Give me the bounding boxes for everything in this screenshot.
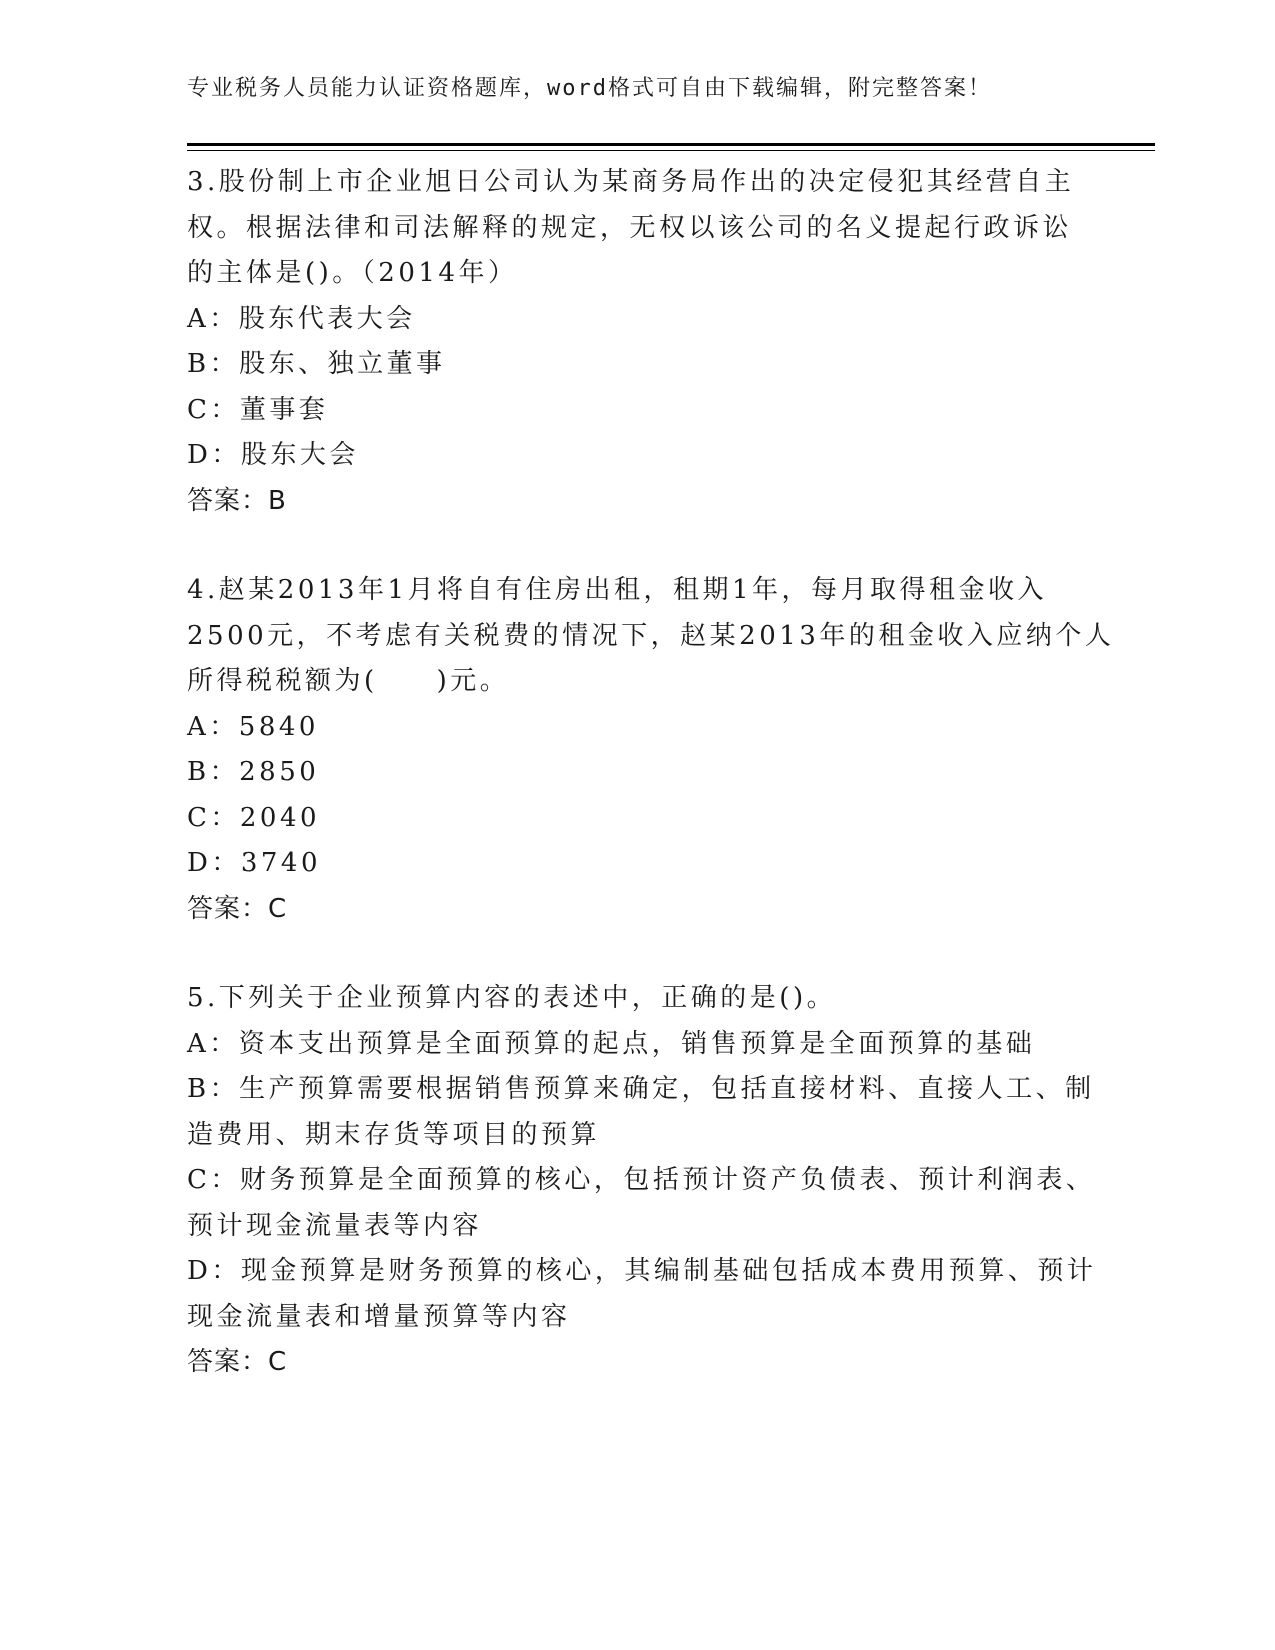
- option-c: C：2040: [187, 802, 321, 833]
- option-c-continued: 预计现金流量表等内容: [187, 1210, 483, 1241]
- question-stem-line: 所得税税额为( )元。: [187, 666, 510, 696]
- page-header: 专业税务人员能力认证资格题库，word格式可自由下载编辑，附完整答案！: [187, 76, 992, 101]
- option-d: D：现金预算是财务预算的核心，其编制基础包括成本费用预算、预计: [187, 1256, 1097, 1286]
- question-4: [187, 568, 1115, 932]
- question-stem-line: 的主体是()。（2014年）: [187, 258, 518, 288]
- option-c: C：财务预算是全面预算的核心，包括预计资产负债表、预计利润表、: [187, 1165, 1096, 1195]
- answer-label: 答案：C: [187, 893, 288, 924]
- header-rule-thick: [187, 143, 1155, 146]
- option-b: B：生产预算需要根据销售预算来确定，包括直接材料、直接人工、制: [187, 1074, 1095, 1104]
- header-rule-thin: [187, 150, 1155, 151]
- option-a: A：5840: [187, 711, 319, 742]
- question-stem-line: 2500元，不考虑有关税费的情况下，赵某2013年的租金收入应纳个人: [187, 620, 1115, 651]
- option-b: B：2850: [187, 757, 320, 787]
- option-a: A：股东代表大会: [187, 303, 416, 334]
- option-c: C：董事套: [187, 394, 329, 425]
- option-a: A：资本支出预算是全面预算的起点，销售预算是全面预算的基础: [187, 1028, 1036, 1059]
- option-b: B：股东、独立董事: [187, 349, 446, 379]
- option-d-continued: 现金流量表和增量预算等内容: [187, 1301, 571, 1332]
- answer-label: 答案：C: [187, 1347, 288, 1377]
- question-stem-line: 3.股份制上市企业旭日公司认为某商务局作出的决定侵犯其经营自主: [187, 167, 1075, 197]
- question-stem-line: 5.下列关于企业预算内容的表述中，正确的是()。: [187, 983, 837, 1013]
- option-b-continued: 造费用、期末存货等项目的预算: [187, 1119, 601, 1150]
- option-d: D：3740: [187, 848, 322, 878]
- question-5: [187, 976, 1097, 1386]
- question-stem-line: 4.赵某2013年1月将自有住房出租，租期1年，每月取得租金收入: [187, 575, 1048, 605]
- option-d: D：股东大会: [187, 440, 359, 470]
- question-3: [187, 160, 1087, 524]
- question-list: [187, 160, 1115, 1430]
- question-stem-line: 权。根据法律和司法解释的规定，无权以该公司的名义提起行政诉讼: [187, 212, 1073, 243]
- answer-label: 答案：B: [187, 485, 287, 516]
